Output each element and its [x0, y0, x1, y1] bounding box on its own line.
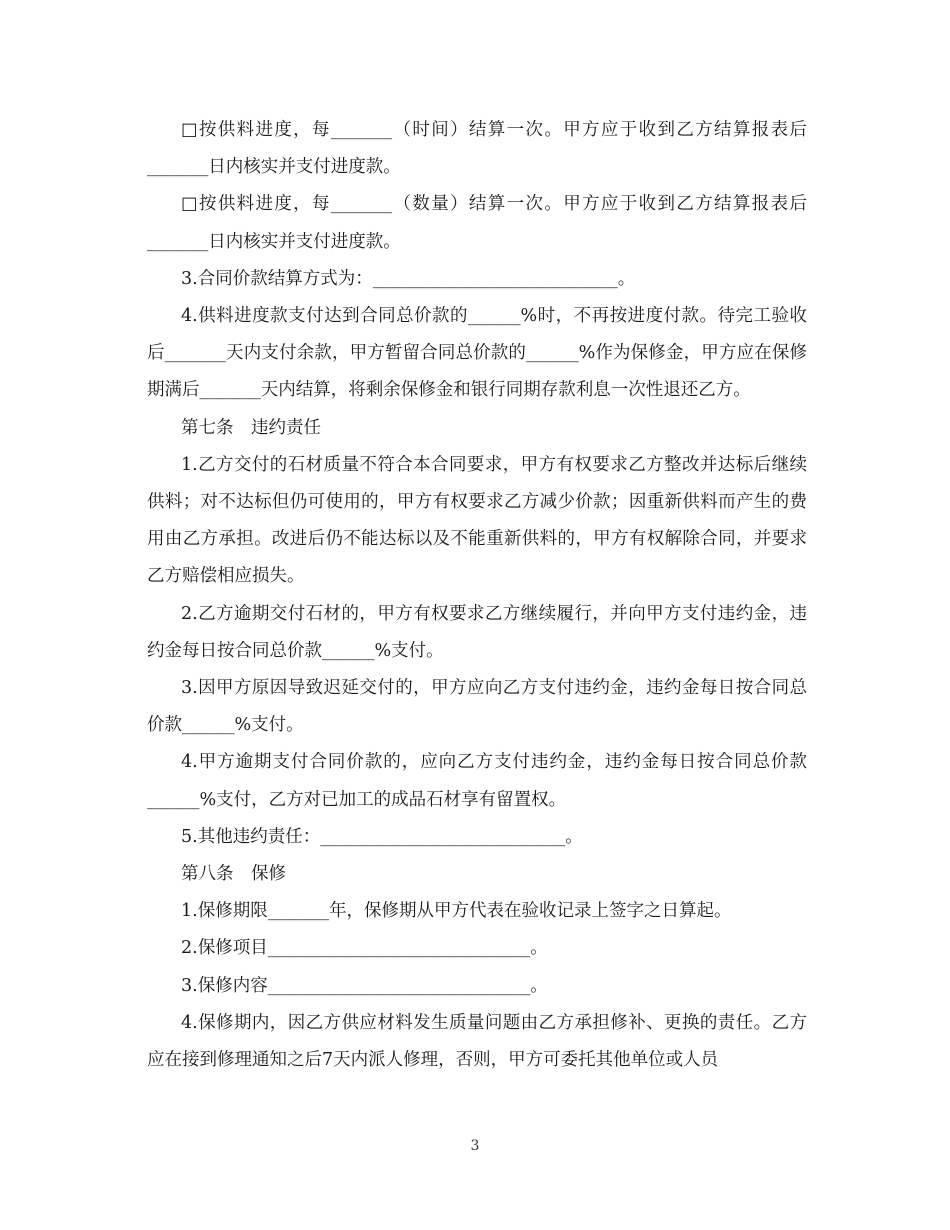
paragraph-progress-payment: 4.供料进度款支付达到合同总价款的______%时，不再按进度付款。待完工验收后_______天内支付余款，甲方暂留合同总价款的______%作为保修金，甲方应在保修期满后_______天内结算，将剩余保修金和银行同期存款利息一次性退还乙方。	[147, 306, 807, 401]
paragraph-settlement-by-quantity: □按供料进度，每_______（数量）结算一次。甲方应于收到乙方结算报表后_______日内核实并支付进度款。	[147, 194, 807, 252]
paragraph-warranty-period: 1.保修期限_______年，保修期从甲方代表在验收记录上签字之日算起。	[181, 901, 732, 922]
section-heading-article-8: 第八条 保修	[181, 864, 286, 885]
paragraph-settlement-by-time: □按供料进度，每_______（时间）结算一次。甲方应于收到乙方结算报表后_______日内核实并支付进度款。	[147, 120, 807, 178]
paragraph-warranty-items: 2.保修项目______________________________。	[181, 938, 548, 959]
paragraph-warranty-content: 3.保修内容______________________________。	[181, 975, 548, 996]
paragraph-warranty-responsibility: 4.保修期内，因乙方供应材料发生质量问题由乙方承担修补、更换的责任。乙方应在接到修理通知之后7天内派人修理，否则，甲方可委托其他单位或人员	[147, 1012, 807, 1071]
paragraph-late-delivery: 2.乙方逾期交付石材的，甲方有权要求乙方继续履行，并向甲方支付违约金，违约金每日按合同总价款______%支付。	[147, 603, 807, 661]
page-number: 3	[470, 1138, 480, 1154]
paragraph-settlement-method: 3.合同价款结算方式为：____________________________。	[181, 268, 636, 289]
paragraph-other-liability: 5.其他违约责任：____________________________。	[181, 826, 583, 847]
section-heading-article-7: 第七条 违约责任	[181, 417, 321, 438]
paragraph-buyer-delay: 3.因甲方原因导致迟延交付的，甲方应向乙方支付违约金，违约金每日按合同总价款______%支付。	[147, 678, 807, 736]
document-body	[147, 112, 807, 1079]
paragraph-late-payment: 4.甲方逾期支付合同价款的，应向乙方支付违约金，违约金每日按合同总价款______%支付，乙方对已加工的成品石材享有留置权。	[147, 752, 807, 810]
paragraph-quality-liability: 1.乙方交付的石材质量不符合本合同要求，甲方有权要求乙方整改并达标后继续供料；对不达标但仍可使用的，甲方有权要求乙方减少价款；因重新供料而产生的费用由乙方承担。改进后仍不能达标以及不能重新供料的，甲方有权解除合同，并要求乙方赔偿相应损失。	[147, 454, 807, 587]
